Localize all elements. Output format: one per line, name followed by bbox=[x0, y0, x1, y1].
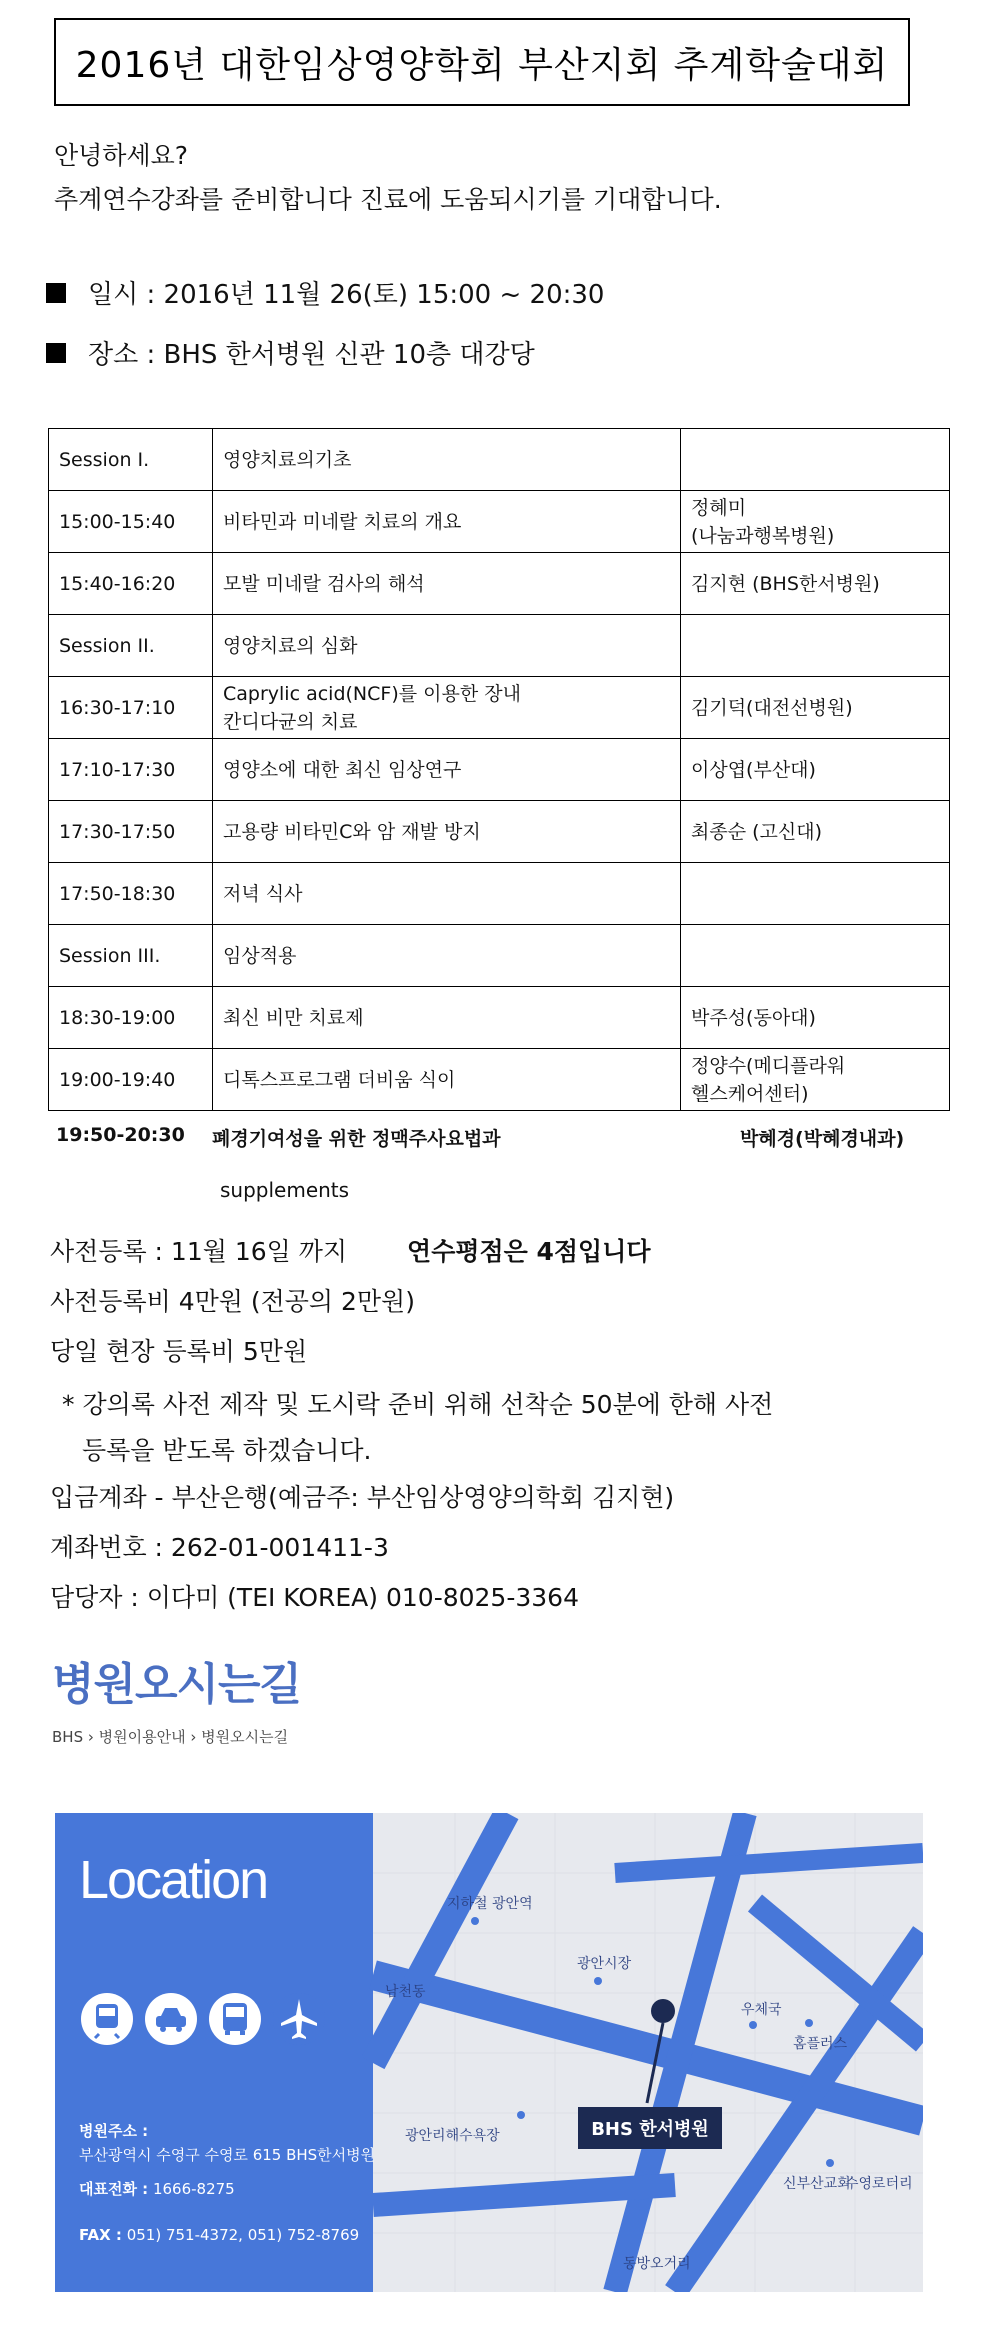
account-text: 입금계좌 - 부산은행(예금주: 부산임상영양의학회 김지현) bbox=[50, 1483, 675, 1512]
speaker-cell bbox=[681, 491, 950, 553]
credits-text: 연수평점은 4점입니다 bbox=[407, 1237, 651, 1266]
subway-icon bbox=[79, 1991, 135, 2047]
map-label-post: 우체국 bbox=[741, 2002, 782, 2018]
map-label-beach: 광안리해수욕장 bbox=[405, 2128, 500, 2144]
map-label-market: 광안시장 bbox=[577, 1956, 632, 1972]
table-row bbox=[49, 615, 950, 677]
map-label-rotary: 수영로터리 bbox=[845, 2176, 913, 2192]
contact-text: 담당자 : 이다미 (TEI KOREA) 010-8025-3364 bbox=[50, 1583, 579, 1612]
topic-cell: 영양소에 대한 최신 임상연구 bbox=[213, 739, 681, 801]
prefee-text: 사전등록비 4만원 (전공의 2만원) bbox=[50, 1287, 415, 1316]
address-text: 부산광역시 수영구 수영로 615 BHS한서병원 bbox=[79, 2146, 376, 2164]
time-cell: 17:30-17:50 bbox=[49, 801, 213, 863]
account-number: 계좌번호 : 262-01-001411-3 bbox=[50, 1533, 389, 1562]
speaker-cell bbox=[681, 1049, 950, 1111]
beach-dot-icon bbox=[517, 2111, 525, 2119]
breadcrumb bbox=[52, 1726, 301, 1747]
time-cell: 15:00-15:40 bbox=[49, 491, 213, 553]
topic-cell bbox=[213, 677, 681, 739]
bullet-square-icon bbox=[46, 283, 66, 303]
info-datetime bbox=[46, 274, 604, 311]
chevron-right-icon: › bbox=[87, 1728, 99, 1746]
tel-line bbox=[79, 2177, 375, 2201]
extra-session-time: 19:50-20:30 bbox=[56, 1124, 185, 1146]
table-row bbox=[49, 677, 950, 739]
post-dot-icon bbox=[749, 2021, 757, 2029]
subway-dot-icon bbox=[471, 1917, 479, 1925]
time-cell: 17:50-18:30 bbox=[49, 863, 213, 925]
breadcrumb-current[interactable]: 병원오시는길 bbox=[201, 1728, 289, 1746]
table-row bbox=[49, 863, 950, 925]
datetime-text: 일시 : 2016년 11월 26(토) 15:00 ~ 20:30 bbox=[88, 280, 605, 310]
speaker-cell bbox=[681, 429, 950, 491]
topic-cell: 임상적용 bbox=[213, 925, 681, 987]
breadcrumb-info[interactable]: 병원이용안내 bbox=[98, 1728, 186, 1746]
schedule-table bbox=[48, 428, 950, 1111]
time-cell: 17:10-17:30 bbox=[49, 739, 213, 801]
bus-icon bbox=[207, 1991, 263, 2047]
directions-header bbox=[52, 1648, 301, 1747]
breadcrumb-home[interactable]: BHS bbox=[52, 1728, 84, 1746]
topic-line: 칸디다균의 치료 bbox=[223, 710, 358, 733]
event-title-box bbox=[54, 18, 910, 106]
speaker-cell: 김지현 (BHS한서병원) bbox=[681, 553, 950, 615]
intro-text bbox=[54, 134, 722, 222]
topic-cell: 비타민과 미네랄 치료의 개요 bbox=[213, 491, 681, 553]
homeplus-dot-icon bbox=[805, 2019, 813, 2027]
fax-label: FAX : bbox=[79, 2226, 122, 2244]
registration-deadline: 사전등록 : 11월 16일 까지 bbox=[50, 1237, 348, 1266]
fax-number: 051) 751-4372, 051) 752-8769 bbox=[126, 2226, 360, 2244]
table-row bbox=[49, 1049, 950, 1111]
extra-session-topic-cont: supplements bbox=[220, 1178, 350, 1202]
map-label-homeplus: 홈플러스 bbox=[793, 2036, 848, 2052]
bullet-square-icon bbox=[46, 343, 66, 363]
hospital-label[interactable]: BHS 한서병원 bbox=[578, 2107, 722, 2149]
map-label-subway: 지하철 광안역 bbox=[447, 1896, 533, 1912]
fax-line bbox=[79, 2223, 375, 2247]
location-title: Location bbox=[79, 1850, 268, 1910]
transport-icons bbox=[79, 1991, 335, 2047]
info-venue bbox=[46, 334, 535, 371]
topic-cell: 최신 비만 치료제 bbox=[213, 987, 681, 1049]
time-cell: Session III. bbox=[49, 925, 213, 987]
speaker-cell: 박주성(동아대) bbox=[681, 987, 950, 1049]
extra-session-speaker: 박혜경(박혜경내과) bbox=[740, 1128, 905, 1150]
table-row bbox=[49, 925, 950, 987]
topic-cell: 영양치료의기초 bbox=[213, 429, 681, 491]
intro-message: 추계연수강좌를 준비합니다 진료에 도움되시기를 기대합니다. bbox=[54, 185, 722, 214]
topic-cell: 저녁 식사 bbox=[213, 863, 681, 925]
time-cell: Session II. bbox=[49, 615, 213, 677]
time-cell: 16:30-17:10 bbox=[49, 677, 213, 739]
extra-session-topic: 폐경기여성을 위한 정맥주사요법과 bbox=[212, 1128, 501, 1150]
topic-cell: 고용량 비타민C와 암 재발 방지 bbox=[213, 801, 681, 863]
table-row bbox=[49, 429, 950, 491]
speaker-cell bbox=[681, 863, 950, 925]
church-dot-icon bbox=[826, 2159, 834, 2167]
table-row bbox=[49, 739, 950, 801]
time-cell: 15:40-16:20 bbox=[49, 553, 213, 615]
note-line: * 강의록 사전 제작 및 도시락 준비 위해 선착순 50분에 한해 사전 bbox=[62, 1390, 774, 1419]
intro-greeting: 안녕하세요? bbox=[54, 141, 189, 170]
speaker-cell bbox=[681, 615, 950, 677]
topic-cell: 영양치료의 심화 bbox=[213, 615, 681, 677]
location-map bbox=[55, 1813, 923, 2292]
table-row bbox=[49, 987, 950, 1049]
speaker-affiliation: 헬스케어센터) bbox=[691, 1082, 809, 1105]
table-row bbox=[49, 553, 950, 615]
topic-cell: 디톡스프로그램 더비움 식이 bbox=[213, 1049, 681, 1111]
speaker-name: 정양수(메디플라워 bbox=[691, 1054, 846, 1077]
speaker-cell: 최종순 (고신대) bbox=[681, 801, 950, 863]
map-label-namcheon: 남천동 bbox=[385, 1984, 426, 2000]
time-cell: 18:30-19:00 bbox=[49, 987, 213, 1049]
topic-line: Caprylic acid(NCF)를 이용한 장내 bbox=[223, 682, 521, 705]
topic-cell: 모발 미네랄 검사의 해석 bbox=[213, 553, 681, 615]
onsite-fee-text: 당일 현장 등록비 5만원 bbox=[50, 1337, 308, 1366]
hospital-marker-icon[interactable] bbox=[651, 1999, 675, 2023]
speaker-name: 정혜미 bbox=[691, 496, 747, 519]
speaker-affiliation: (나눔과행복병원) bbox=[691, 524, 835, 547]
table-row bbox=[49, 801, 950, 863]
speaker-cell: 김기덕(대전선병원) bbox=[681, 677, 950, 739]
address-block bbox=[79, 2119, 375, 2247]
registration-deadline-line bbox=[50, 1232, 651, 1268]
map-label-dongbang: 동방오거리 bbox=[623, 2256, 691, 2272]
directions-title: 병원오시는길 bbox=[52, 1659, 302, 1710]
chevron-right-icon: › bbox=[190, 1728, 202, 1746]
time-cell: Session I. bbox=[49, 429, 213, 491]
tel-number: 1666-8275 bbox=[152, 2180, 235, 2198]
registration-note bbox=[62, 1382, 942, 1474]
speaker-cell: 이상엽(부산대) bbox=[681, 739, 950, 801]
airplane-icon bbox=[271, 1991, 327, 2047]
map-label-church: 신부산교회 bbox=[783, 2176, 851, 2192]
time-cell: 19:00-19:40 bbox=[49, 1049, 213, 1111]
event-title: 2016년 대한임상영양학회 부산지회 추계학술대회 bbox=[75, 44, 889, 86]
market-dot-icon bbox=[594, 1977, 602, 1985]
tel-label: 대표전화 : bbox=[79, 2180, 149, 2198]
table-row bbox=[49, 491, 950, 553]
note-line: 등록을 받도록 하겠습니다. bbox=[82, 1436, 372, 1465]
address-label: 병원주소 : bbox=[79, 2122, 149, 2140]
venue-text: 장소 : BHS 한서병원 신관 10층 대강당 bbox=[88, 340, 535, 370]
car-icon bbox=[143, 1991, 199, 2047]
speaker-cell bbox=[681, 925, 950, 987]
